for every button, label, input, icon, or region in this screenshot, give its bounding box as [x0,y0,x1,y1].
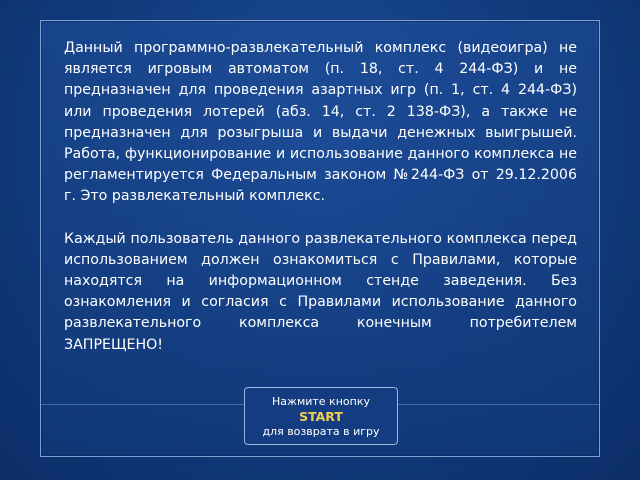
start-prompt-line2: для возврата в игру [262,425,380,438]
start-prompt-line1: Нажмите кнопку [272,395,370,408]
return-to-game-button[interactable] [244,387,398,445]
start-key-label: START [299,409,343,424]
notice-paragraph-rules: Каждый пользователь данного развлекательного комплекса перед использованием должен ознакомиться с Правилами, которые находятся на информационном стенде заведения. Без ознакомления и согласия с Правилами использование данного развлекательного комплекса конечным потребителем ЗАПРЕЩЕНО! [64,230,577,353]
notice-paragraph-legal-status: Данный программно-развлекательный комплекс (видеоигра) не является игровым автоматом (п. 18, ст. 4 244-ФЗ) и не предназначен для проведения азартных игр (п. 1, ст. 4 244-ФЗ) или проведения лотерей (абз. 14, ст. 2 138-ФЗ), а также не предназначен для розыгрыша и выдачи денежных выигрышей. Работа, функционирование и использование данного комплекса не регламентируется Федеральным законом №244-ФЗ от 29.12.2006 г. Это развлекательный комплекс. [64,40,577,205]
notice-text [64,38,577,356]
notice-panel [40,20,600,457]
